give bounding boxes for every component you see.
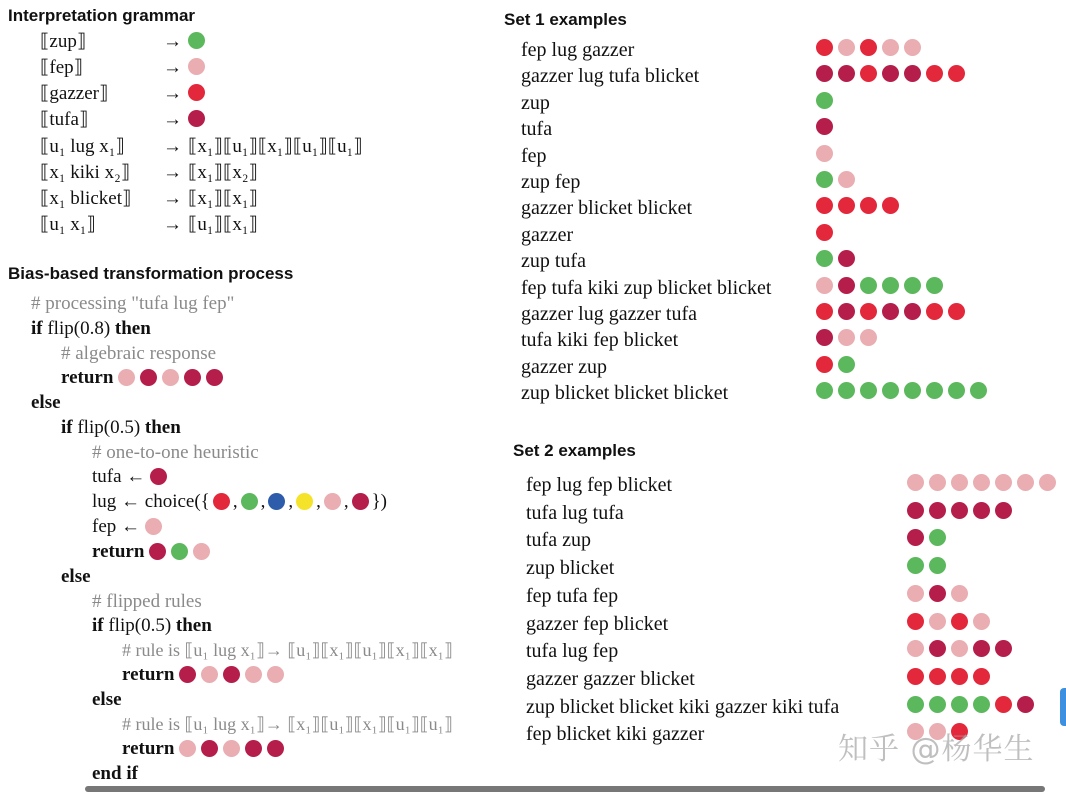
pink-dot — [1017, 474, 1034, 491]
crimson-dot — [838, 277, 855, 294]
crimson-dot — [907, 529, 924, 546]
kw-then: then — [114, 318, 151, 339]
horizontal-scrollbar[interactable] — [85, 786, 1045, 792]
pink-dot — [193, 543, 210, 560]
rule-arrow: → — [163, 31, 182, 52]
pink-dot — [882, 39, 899, 56]
grammar-title: Interpretation grammar — [8, 6, 196, 25]
crimson-dot — [907, 502, 924, 519]
example-text: fep — [521, 144, 547, 167]
example-text: tufa lug tufa — [526, 501, 624, 524]
example-output-dots — [816, 248, 860, 274]
red-dot — [860, 39, 877, 56]
if-flip-08 — [31, 316, 151, 341]
kw-if: if — [92, 615, 104, 636]
assign-tufa-label: tufa ← — [92, 466, 146, 487]
return-rule2 — [122, 736, 289, 761]
rule-arrow: → — [163, 214, 182, 235]
crimson-dot — [188, 110, 205, 127]
pink-dot — [816, 145, 833, 162]
pink-dot — [816, 277, 833, 294]
rule-rhs: ⟦x₁⟧⟦x₁⟧ — [188, 188, 258, 209]
pink-dot — [223, 740, 240, 757]
kw-return: return — [122, 664, 175, 685]
example-output-dots — [816, 327, 882, 353]
rule-lhs: ⟦gazzer⟧ — [40, 83, 109, 104]
green-dot — [948, 382, 965, 399]
example-output-dots — [816, 275, 948, 301]
comment-rule2: # rule is ⟦u₁ lug x₁⟧→ ⟦x₁⟧⟦u₁⟧⟦x₁⟧⟦u₁⟧⟦u₁⟧ — [122, 714, 453, 734]
example-output-dots — [816, 301, 970, 327]
pink-dot — [929, 613, 946, 630]
red-dot — [816, 303, 833, 320]
example-text: gazzer — [521, 223, 574, 246]
red-dot — [929, 668, 946, 685]
crimson-dot — [904, 303, 921, 320]
pink-dot — [838, 171, 855, 188]
rule-rhs — [188, 29, 210, 55]
red-dot — [995, 696, 1012, 713]
kw-return: return — [92, 541, 145, 562]
green-dot — [926, 277, 943, 294]
grammar-rule — [40, 212, 460, 238]
crimson-dot — [929, 585, 946, 602]
pink-dot — [860, 329, 877, 346]
process-title: Bias-based transformation process — [8, 264, 294, 283]
return-rule2-dots — [179, 738, 289, 759]
example-output-dots — [816, 90, 838, 116]
comment-heuristic: # one-to-one heuristic — [92, 442, 259, 463]
pink-dot — [929, 474, 946, 491]
example-output-dots — [816, 195, 904, 221]
crimson-dot — [838, 65, 855, 82]
green-choice-dot — [241, 493, 258, 510]
red-dot — [973, 668, 990, 685]
crimson-dot — [206, 369, 223, 386]
return-heuristic — [92, 539, 215, 564]
pink-dot — [973, 474, 990, 491]
red-dot — [816, 224, 833, 241]
example-output-dots — [907, 500, 1017, 526]
rule-rhs: ⟦x₁⟧⟦u₁⟧⟦x₁⟧⟦u₁⟧⟦u₁⟧ — [188, 136, 363, 157]
crimson-dot — [149, 543, 166, 560]
crimson-dot — [816, 65, 833, 82]
red-dot — [188, 84, 205, 101]
green-dot — [907, 696, 924, 713]
flip-05: flip(0.5) — [108, 615, 172, 636]
rule-rhs: ⟦u₁⟧⟦x₁⟧ — [188, 214, 258, 235]
fep-dot — [145, 518, 162, 535]
rule-lhs: ⟦u₁ lug x₁⟧ — [40, 136, 125, 157]
example-text: gazzer lug gazzer tufa — [521, 303, 697, 325]
pink-dot — [907, 585, 924, 602]
example-text: fep tufa kiki zup blicket blicket — [521, 276, 772, 299]
crimson-dot — [929, 640, 946, 657]
crimson-dot — [267, 740, 284, 757]
example-output-dots — [907, 666, 995, 692]
red-dot — [882, 197, 899, 214]
example-text: zup blicket — [526, 557, 615, 580]
kw-then: then — [144, 417, 181, 438]
rule-arrow: → — [163, 57, 182, 78]
flip-05: flip(0.5) — [77, 417, 141, 438]
example-output-dots — [816, 169, 860, 195]
set1-title: Set 1 examples — [504, 10, 627, 29]
kw-else: else — [31, 392, 61, 413]
tufa-dot — [150, 468, 167, 485]
set2-title: Set 2 examples — [513, 441, 636, 460]
green-dot — [973, 696, 990, 713]
lug-choice-dots — [210, 491, 372, 512]
assign-fep — [92, 514, 167, 539]
choice-separator: , — [288, 491, 294, 512]
example-text: gazzer gazzer blicket — [526, 667, 695, 690]
crimson-dot — [929, 502, 946, 519]
green-dot — [926, 382, 943, 399]
kw-return: return — [122, 738, 175, 759]
rule-rhs — [188, 81, 210, 107]
green-dot — [904, 382, 921, 399]
green-dot — [860, 277, 877, 294]
crimson-dot — [816, 118, 833, 135]
example-text: gazzer fep blicket — [526, 612, 669, 635]
pink-dot — [951, 585, 968, 602]
green-dot — [929, 529, 946, 546]
choice-separator: , — [343, 491, 349, 512]
rule-lhs: ⟦fep⟧ — [40, 57, 84, 78]
rule-lhs: ⟦zup⟧ — [40, 31, 87, 52]
crimson-dot — [838, 250, 855, 267]
example-text: zup — [521, 91, 550, 114]
example-output-dots — [907, 694, 1039, 720]
side-tab[interactable] — [1060, 688, 1066, 726]
comment-flipped: # flipped rules — [92, 591, 202, 612]
pink-dot — [245, 666, 262, 683]
pink-choice-dot — [324, 493, 341, 510]
grammar-rule — [40, 186, 460, 212]
red-dot — [907, 668, 924, 685]
rule-arrow: → — [163, 109, 182, 130]
crimson-dot — [882, 303, 899, 320]
assign-tufa — [92, 464, 172, 489]
green-dot — [929, 696, 946, 713]
red-choice-dot — [213, 493, 230, 510]
red-dot — [860, 197, 877, 214]
example-output-dots — [816, 63, 970, 89]
red-dot — [816, 39, 833, 56]
yellow-choice-dot — [296, 493, 313, 510]
example-text: fep lug gazzer — [521, 39, 635, 61]
choice-separator: , — [316, 491, 321, 512]
rule-rhs — [188, 107, 210, 133]
green-dot — [929, 557, 946, 574]
if-flip-05 — [61, 415, 181, 440]
crimson-dot — [995, 640, 1012, 657]
example-output-dots — [907, 638, 1017, 664]
crimson-dot — [951, 502, 968, 519]
pink-dot — [188, 58, 205, 75]
if-flip-05-inner — [92, 613, 212, 638]
pink-dot — [951, 640, 968, 657]
red-dot — [816, 197, 833, 214]
red-dot — [907, 613, 924, 630]
kw-if: if — [31, 318, 43, 339]
kw-endif: end if — [92, 763, 138, 784]
rule-lhs: ⟦x₁ kiki x₂⟧ — [40, 162, 131, 183]
green-dot — [882, 277, 899, 294]
example-text: tufa zup — [526, 529, 591, 552]
kw-else: else — [92, 689, 122, 710]
crimson-dot — [179, 666, 196, 683]
assign-lug-label: lug ← choice({ — [92, 491, 210, 512]
crimson-dot — [882, 65, 899, 82]
rule-arrow: → — [163, 136, 182, 157]
rule-lhs: ⟦tufa⟧ — [40, 109, 89, 130]
green-dot — [816, 382, 833, 399]
return-algebraic — [61, 365, 228, 390]
red-dot — [951, 613, 968, 630]
rule-arrow: → — [163, 83, 182, 104]
example-output-dots — [816, 143, 838, 169]
green-dot — [838, 356, 855, 373]
example-text: zup blicket blicket blicket — [521, 382, 729, 405]
example-output-dots — [907, 583, 973, 609]
crimson-dot — [223, 666, 240, 683]
crimson-dot — [838, 303, 855, 320]
example-text: gazzer lug tufa blicket — [521, 65, 700, 88]
green-dot — [816, 250, 833, 267]
comment-algebraic: # algebraic response — [61, 343, 217, 364]
crimson-dot — [201, 740, 218, 757]
rule-rhs: ⟦x₁⟧⟦x₂⟧ — [188, 162, 258, 183]
comment-processing: # processing "tufa lug fep" — [31, 293, 235, 314]
choice-separator: , — [260, 491, 266, 512]
example-output-dots — [816, 222, 838, 248]
return-algebraic-dots — [118, 367, 228, 388]
red-dot — [951, 668, 968, 685]
green-dot — [188, 32, 205, 49]
pink-dot — [838, 329, 855, 346]
crimson-dot — [245, 740, 262, 757]
watermark: 知乎 @杨华生 — [838, 732, 1035, 767]
pink-dot — [118, 369, 135, 386]
crimson-dot — [973, 502, 990, 519]
example-output-dots — [907, 527, 951, 553]
assign-fep-label: fep ← — [92, 516, 141, 537]
example-text: zup fep — [521, 171, 581, 193]
pink-dot — [995, 474, 1012, 491]
flip-08: flip(0.8) — [47, 318, 111, 339]
crimson-dot — [184, 369, 201, 386]
choice-separator: , — [232, 491, 238, 512]
example-output-dots — [816, 37, 926, 63]
example-text: zup tufa — [521, 250, 586, 273]
crimson-dot — [973, 640, 990, 657]
kw-then: then — [175, 615, 212, 636]
kw-if: if — [61, 417, 73, 438]
green-dot — [816, 92, 833, 109]
grammar-rule — [40, 160, 460, 186]
kw-return: return — [61, 367, 114, 388]
example-output-dots — [907, 472, 1061, 498]
red-dot — [948, 303, 965, 320]
grammar-rule — [40, 81, 460, 107]
example-text: tufa — [521, 118, 553, 141]
pink-dot — [907, 474, 924, 491]
example-output-dots — [907, 611, 995, 637]
crimson-dot — [816, 329, 833, 346]
pink-dot — [162, 369, 179, 386]
example-text: tufa kiki fep blicket — [521, 329, 679, 352]
pink-dot — [201, 666, 218, 683]
red-dot — [860, 303, 877, 320]
crimson-choice-dot — [352, 493, 369, 510]
pink-dot — [907, 640, 924, 657]
kw-else: else — [61, 566, 91, 587]
red-dot — [926, 65, 943, 82]
rule-arrow: → — [163, 162, 182, 183]
pink-dot — [267, 666, 284, 683]
green-dot — [860, 382, 877, 399]
red-dot — [838, 197, 855, 214]
example-text: tufa lug fep — [526, 640, 619, 663]
crimson-dot — [904, 65, 921, 82]
pink-dot — [904, 39, 921, 56]
green-dot — [171, 543, 188, 560]
example-text: fep tufa fep — [526, 584, 619, 607]
pink-dot — [1039, 474, 1056, 491]
crimson-dot — [995, 502, 1012, 519]
example-output-dots — [816, 354, 860, 380]
green-dot — [882, 382, 899, 399]
red-dot — [816, 356, 833, 373]
example-text: gazzer blicket blicket — [521, 197, 693, 220]
assign-lug — [92, 489, 387, 514]
rule-lhs: ⟦x₁ blicket⟧ — [40, 188, 132, 209]
blue-choice-dot — [268, 493, 285, 510]
example-text: fep blicket kiki gazzer — [526, 723, 705, 746]
red-dot — [948, 65, 965, 82]
red-dot — [860, 65, 877, 82]
return-rule1 — [122, 662, 289, 687]
green-dot — [838, 382, 855, 399]
choice-close: }) — [371, 491, 388, 512]
green-dot — [970, 382, 987, 399]
pink-dot — [179, 740, 196, 757]
rule-rhs — [188, 55, 210, 81]
grammar-rule — [40, 134, 460, 160]
green-dot — [816, 171, 833, 188]
example-output-dots — [816, 380, 992, 406]
grammar-rule — [40, 55, 460, 81]
return-heuristic-dots — [149, 541, 215, 562]
green-dot — [904, 277, 921, 294]
pink-dot — [951, 474, 968, 491]
crimson-dot — [1017, 696, 1034, 713]
return-rule1-dots — [179, 664, 289, 685]
rule-lhs: ⟦u₁ x₁⟧ — [40, 214, 96, 235]
red-dot — [926, 303, 943, 320]
comment-rule1: # rule is ⟦u₁ lug x₁⟧→ ⟦u₁⟧⟦x₁⟧⟦u₁⟧⟦x₁⟧⟦x₁⟧ — [122, 640, 453, 660]
green-dot — [951, 696, 968, 713]
example-text: zup blicket blicket kiki gazzer kiki tufa — [526, 695, 840, 718]
crimson-dot — [140, 369, 157, 386]
green-dot — [907, 557, 924, 574]
rule-arrow: → — [163, 188, 182, 209]
pink-dot — [838, 39, 855, 56]
example-text: gazzer zup — [521, 355, 608, 378]
example-output-dots — [907, 555, 951, 581]
example-output-dots — [816, 116, 838, 142]
grammar-rule — [40, 29, 460, 55]
example-text: fep lug fep blicket — [526, 474, 673, 496]
grammar-rule — [40, 107, 460, 133]
pink-dot — [973, 613, 990, 630]
